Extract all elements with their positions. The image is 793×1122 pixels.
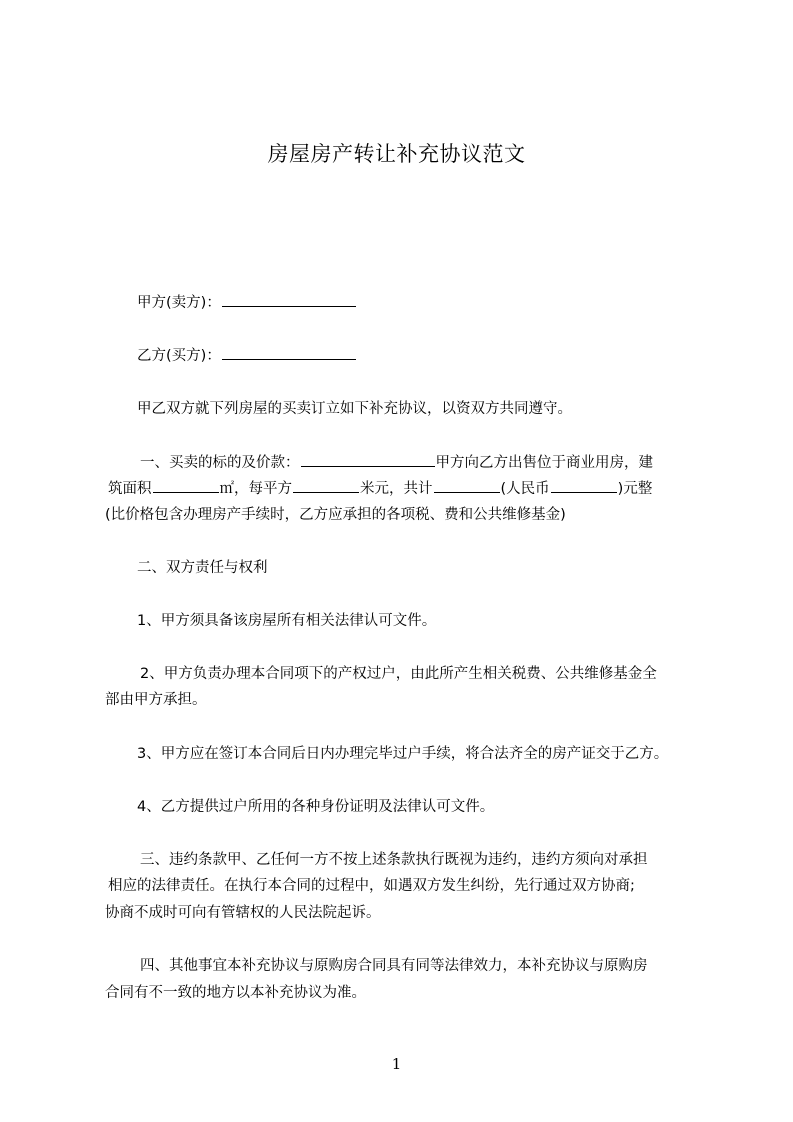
total-blank <box>434 478 500 493</box>
clause2-item2-line1: 2、甲方负责办理本合同项下的产权过户，由此所产生相关税费、公共维修基金全 <box>140 666 657 682</box>
clause2-item2-line2: 部由甲方承担。 <box>105 692 207 708</box>
clause4-line2: 合同有不一致的地方以本补充协议为准。 <box>105 985 366 1001</box>
clause1-text-a: 甲方向乙方出售位于商业用房，建 <box>435 455 653 471</box>
clause2-item1: 1、甲方须具备该房屋所有相关法律认可文件。 <box>137 613 437 629</box>
clause2-item3: 3、甲方应在签订本合同后日内办理完毕过户手续，将合法齐全的房产证交于乙方。 <box>137 746 669 762</box>
clause1-heading: 一、买卖的标的及价款： <box>140 455 300 471</box>
party-a-label: 甲方(卖方)： <box>137 295 221 311</box>
clause2-heading: 二、双方责任与权利 <box>137 560 268 576</box>
page-number: 1 <box>391 1055 402 1073</box>
clause3-line1: 三、违约条款甲、乙任何一方不按上述条款执行既视为违约，违约方须向对承担 <box>140 852 648 868</box>
clause1-unit-label: ㎡，每平方 <box>219 481 292 497</box>
clause2-item4: 4、乙方提供过户所用的各种身份证明及法律认可文件。 <box>137 799 495 815</box>
clause1-end-label: )元整 <box>617 481 653 497</box>
clause1-total-label: 米元，共计 <box>360 481 433 497</box>
party-a-blank <box>222 292 356 307</box>
clause4-line1: 四、其他事宜本补充协议与原购房合同具有同等法律效力，本补充协议与原购房 <box>140 958 648 974</box>
rmb-blank <box>551 478 617 493</box>
party-b-line <box>137 345 357 366</box>
clause1-rmb-label: (人民币 <box>500 481 550 497</box>
document-title: 房屋房产转让补充协议范文 <box>267 142 526 166</box>
clause1-line1 <box>140 452 653 473</box>
clause1-area-label: 筑面积 <box>108 481 152 497</box>
clause3-line2: 相应的法律责任。在执行本合同的过程中，如遇双方发生纠纷，先行通过双方协商; <box>108 878 635 894</box>
unit-price-blank <box>293 478 359 493</box>
intro-paragraph: 甲乙双方就下列房屋的买卖订立如下补充协议，以资双方共同遵守。 <box>137 401 572 417</box>
party-a-line <box>137 292 357 313</box>
clause3-line3: 协商不成时可向有管辖权的人民法院起诉。 <box>105 905 381 921</box>
clause1-line2 <box>108 478 652 499</box>
price-blank <box>301 452 435 467</box>
party-b-label: 乙方(买方)： <box>137 348 221 364</box>
area-blank <box>153 478 219 493</box>
party-b-blank <box>222 345 356 360</box>
clause1-line3: (比价格包含办理房产手续时，乙方应承担的各项税、费和公共维修基金) <box>105 507 566 523</box>
